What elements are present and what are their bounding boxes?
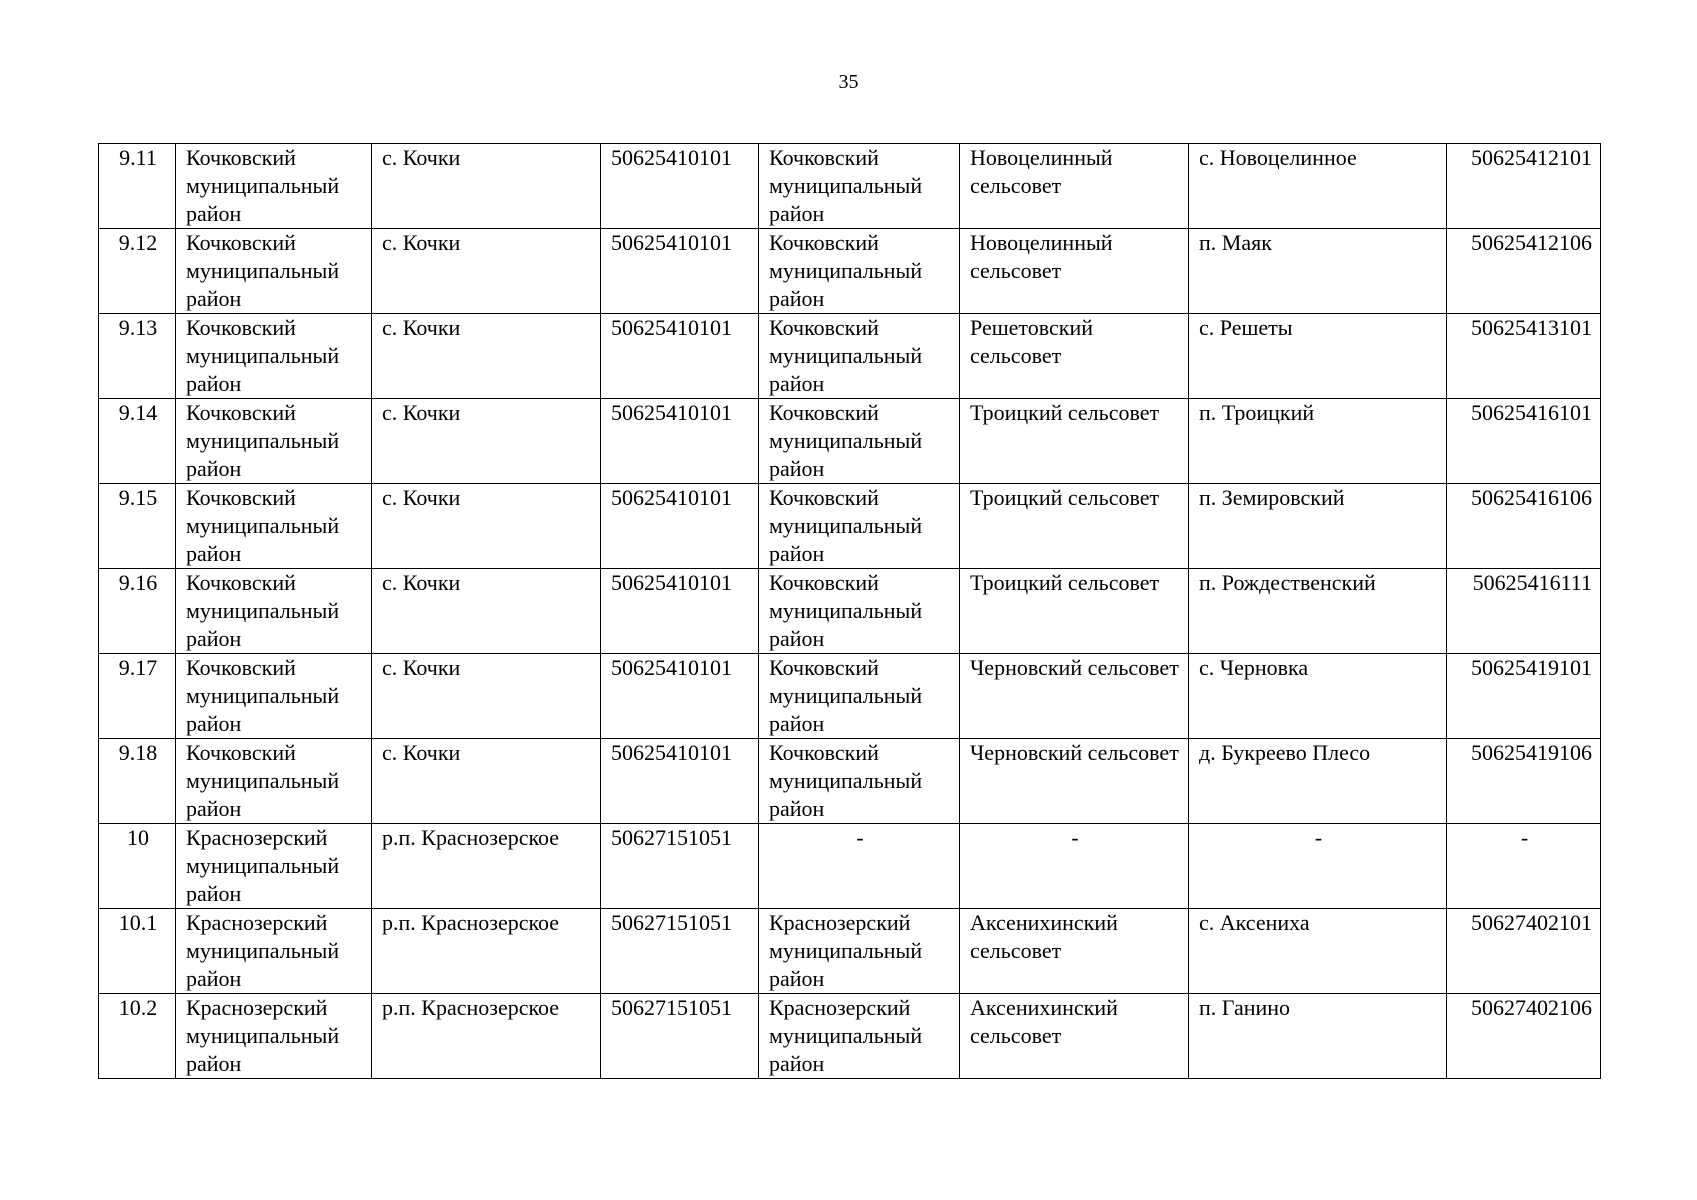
cell-settlement-code: 50625416106 [1447,484,1601,569]
cell-number: 10 [99,824,176,909]
cell-district: Кочковский муниципальный район [176,399,372,484]
cell-center: р.п. Краснозерское [372,824,601,909]
cell-district: Краснозерский муниципальный район [176,824,372,909]
cell-district: Краснозерский муниципальный район [176,909,372,994]
table-row [99,399,1601,484]
cell-district: Кочковский муниципальный район [176,314,372,399]
cell-number: 10.1 [99,909,176,994]
cell-district: Кочковский муниципальный район [176,654,372,739]
cell-municipality: - [759,824,960,909]
cell-number: 9.11 [99,144,176,229]
cell-council: Аксенихинский сельсовет [960,994,1189,1079]
cell-municipality: Краснозерский муниципальный район [759,909,960,994]
cell-number: 9.17 [99,654,176,739]
cell-center: с. Кочки [372,144,601,229]
cell-settlement: п. Троицкий [1189,399,1447,484]
cell-council: Новоцелинный сельсовет [960,144,1189,229]
cell-center-code: 50625410101 [601,314,759,399]
cell-center: с. Кочки [372,229,601,314]
cell-council: - [960,824,1189,909]
cell-settlement-code: 50627402101 [1447,909,1601,994]
cell-settlement: - [1189,824,1447,909]
cell-municipality: Кочковский муниципальный район [759,484,960,569]
cell-center-code: 50625410101 [601,739,759,824]
cell-center-code: 50627151051 [601,994,759,1079]
cell-center: с. Кочки [372,399,601,484]
cell-settlement-code: 50625416101 [1447,399,1601,484]
cell-center-code: 50625410101 [601,399,759,484]
table-row [99,739,1601,824]
cell-center: с. Кочки [372,314,601,399]
table-row [99,144,1601,229]
cell-municipality: Кочковский муниципальный район [759,399,960,484]
cell-number: 9.16 [99,569,176,654]
table-row [99,654,1601,739]
cell-center: р.п. Краснозерское [372,909,601,994]
cell-council: Троицкий сельсовет [960,399,1189,484]
table-row [99,229,1601,314]
cell-center: с. Кочки [372,569,601,654]
cell-center-code: 50625410101 [601,229,759,314]
cell-settlement-code: - [1447,824,1601,909]
cell-settlement: с. Черновка [1189,654,1447,739]
cell-council: Троицкий сельсовет [960,569,1189,654]
cell-center-code: 50627151051 [601,824,759,909]
cell-center: с. Кочки [372,484,601,569]
cell-center-code: 50625410101 [601,569,759,654]
cell-center-code: 50625410101 [601,144,759,229]
cell-settlement: с. Решеты [1189,314,1447,399]
cell-settlement-code: 50625419106 [1447,739,1601,824]
cell-center-code: 50627151051 [601,909,759,994]
cell-settlement-code: 50625413101 [1447,314,1601,399]
cell-center: с. Кочки [372,739,601,824]
cell-center: р.п. Краснозерское [372,994,601,1079]
cell-center-code: 50625410101 [601,654,759,739]
table-row [99,569,1601,654]
cell-settlement: с. Аксениха [1189,909,1447,994]
cell-district: Кочковский муниципальный район [176,229,372,314]
cell-center-code: 50625410101 [601,484,759,569]
table-row [99,909,1601,994]
cell-settlement: п. Ганино [1189,994,1447,1079]
cell-district: Кочковский муниципальный район [176,144,372,229]
cell-municipality: Кочковский муниципальный район [759,654,960,739]
settlements-table [98,143,1601,1079]
cell-number: 9.14 [99,399,176,484]
table-row [99,484,1601,569]
cell-municipality: Кочковский муниципальный район [759,314,960,399]
cell-municipality: Кочковский муниципальный район [759,569,960,654]
cell-district: Кочковский муниципальный район [176,569,372,654]
cell-municipality: Кочковский муниципальный район [759,144,960,229]
table-row [99,314,1601,399]
cell-district: Краснозерский муниципальный район [176,994,372,1079]
cell-municipality: Краснозерский муниципальный район [759,994,960,1079]
page-number: 35 [838,71,859,93]
cell-number: 9.12 [99,229,176,314]
table-row [99,994,1601,1079]
cell-settlement: п. Земировский [1189,484,1447,569]
cell-council: Решетовский сельсовет [960,314,1189,399]
cell-settlement-code: 50625412106 [1447,229,1601,314]
table-body [99,144,1601,1079]
cell-settlement-code: 50625419101 [1447,654,1601,739]
cell-settlement: п. Рождественский [1189,569,1447,654]
cell-number: 9.13 [99,314,176,399]
cell-number: 10.2 [99,994,176,1079]
cell-council: Черновский сельсовет [960,654,1189,739]
cell-district: Кочковский муниципальный район [176,739,372,824]
cell-district: Кочковский муниципальный район [176,484,372,569]
cell-settlement-code: 50625416111 [1447,569,1601,654]
cell-council: Аксенихинский сельсовет [960,909,1189,994]
cell-settlement: с. Новоцелинное [1189,144,1447,229]
cell-center: с. Кочки [372,654,601,739]
cell-council: Новоцелинный сельсовет [960,229,1189,314]
cell-settlement-code: 50625412101 [1447,144,1601,229]
cell-council: Троицкий сельсовет [960,484,1189,569]
cell-number: 9.18 [99,739,176,824]
cell-settlement: д. Букреево Плесо [1189,739,1447,824]
cell-council: Черновский сельсовет [960,739,1189,824]
table-row [99,824,1601,909]
cell-municipality: Кочковский муниципальный район [759,739,960,824]
cell-settlement-code: 50627402106 [1447,994,1601,1079]
cell-municipality: Кочковский муниципальный район [759,229,960,314]
cell-number: 9.15 [99,484,176,569]
cell-settlement: п. Маяк [1189,229,1447,314]
